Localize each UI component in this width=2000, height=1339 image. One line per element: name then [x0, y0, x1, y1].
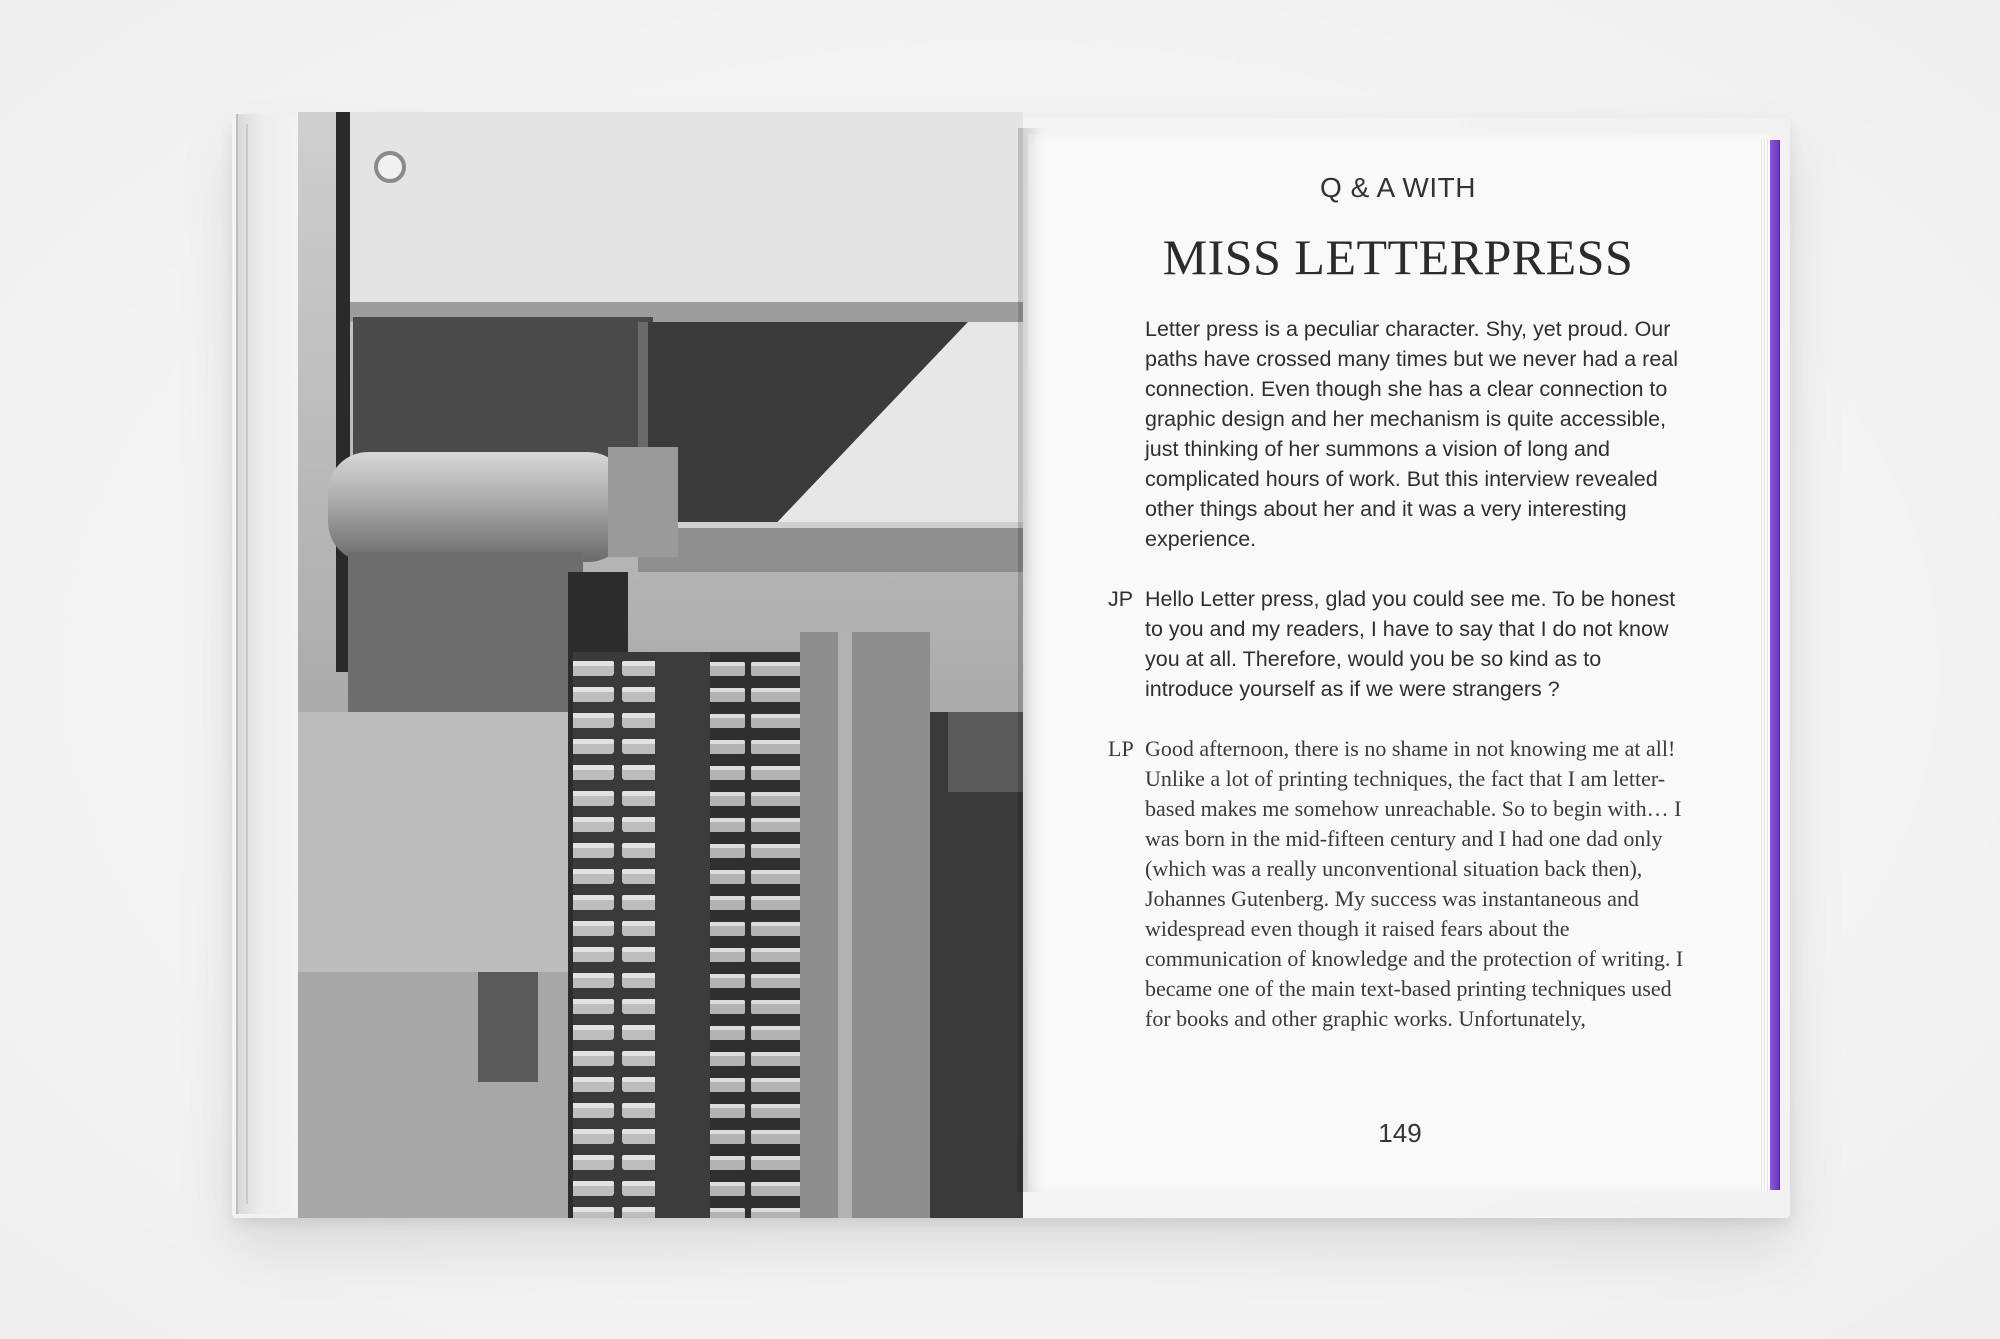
article-pre-title: Q & A WITH [1320, 172, 1476, 203]
intro-paragraph: Letter press is a peculiar character. Shy, yet proud. Our paths have crossed many times but we never had a real connection. Even though she has a clear connection to graphic design and her mechanism is quite accessible, just thinking of her summons a vision of long and complicated hours of work. But this interview revealed other things about her and it was a very interesting experience. [1145, 317, 1679, 551]
answer-text: Good afternoon, there is no shame in not knowing me at all! Unlike a lot of printing techniques, the fact that I am letter-based makes me somehow unreachable. So to begin with… I was born in the mid-fifteen century and I had one dad only (which was a really unconventional situation back then), Johannes Gutenberg. My success was instantaneous and widespread even though it raised fears about the communication of knowledge and the protection of writing. I became one of the main text-based printing techniques used for books and other graphic works. Unfortunately, [1145, 736, 1684, 1031]
letterpress-photo [298, 112, 1023, 1218]
purple-edge-stripe [1770, 140, 1780, 1190]
qa-exchange [1108, 734, 1698, 1034]
page-number: 149 [1378, 1118, 1422, 1148]
article-intro [1145, 314, 1685, 554]
question-text: Hello Letter press, glad you could see me. To be honest to you and my readers, I have to say that I do not know you at all. Therefore, would you be so kind as to introduce yourself as if we were strangers ? [1145, 587, 1676, 701]
qa-exchange [1108, 584, 1698, 704]
speaker-label: LP [1108, 736, 1134, 761]
page-edge-lines [1761, 138, 1770, 1192]
article-title: MISS LETTERPRESS [1162, 229, 1634, 285]
speaker-label: JP [1108, 587, 1134, 611]
